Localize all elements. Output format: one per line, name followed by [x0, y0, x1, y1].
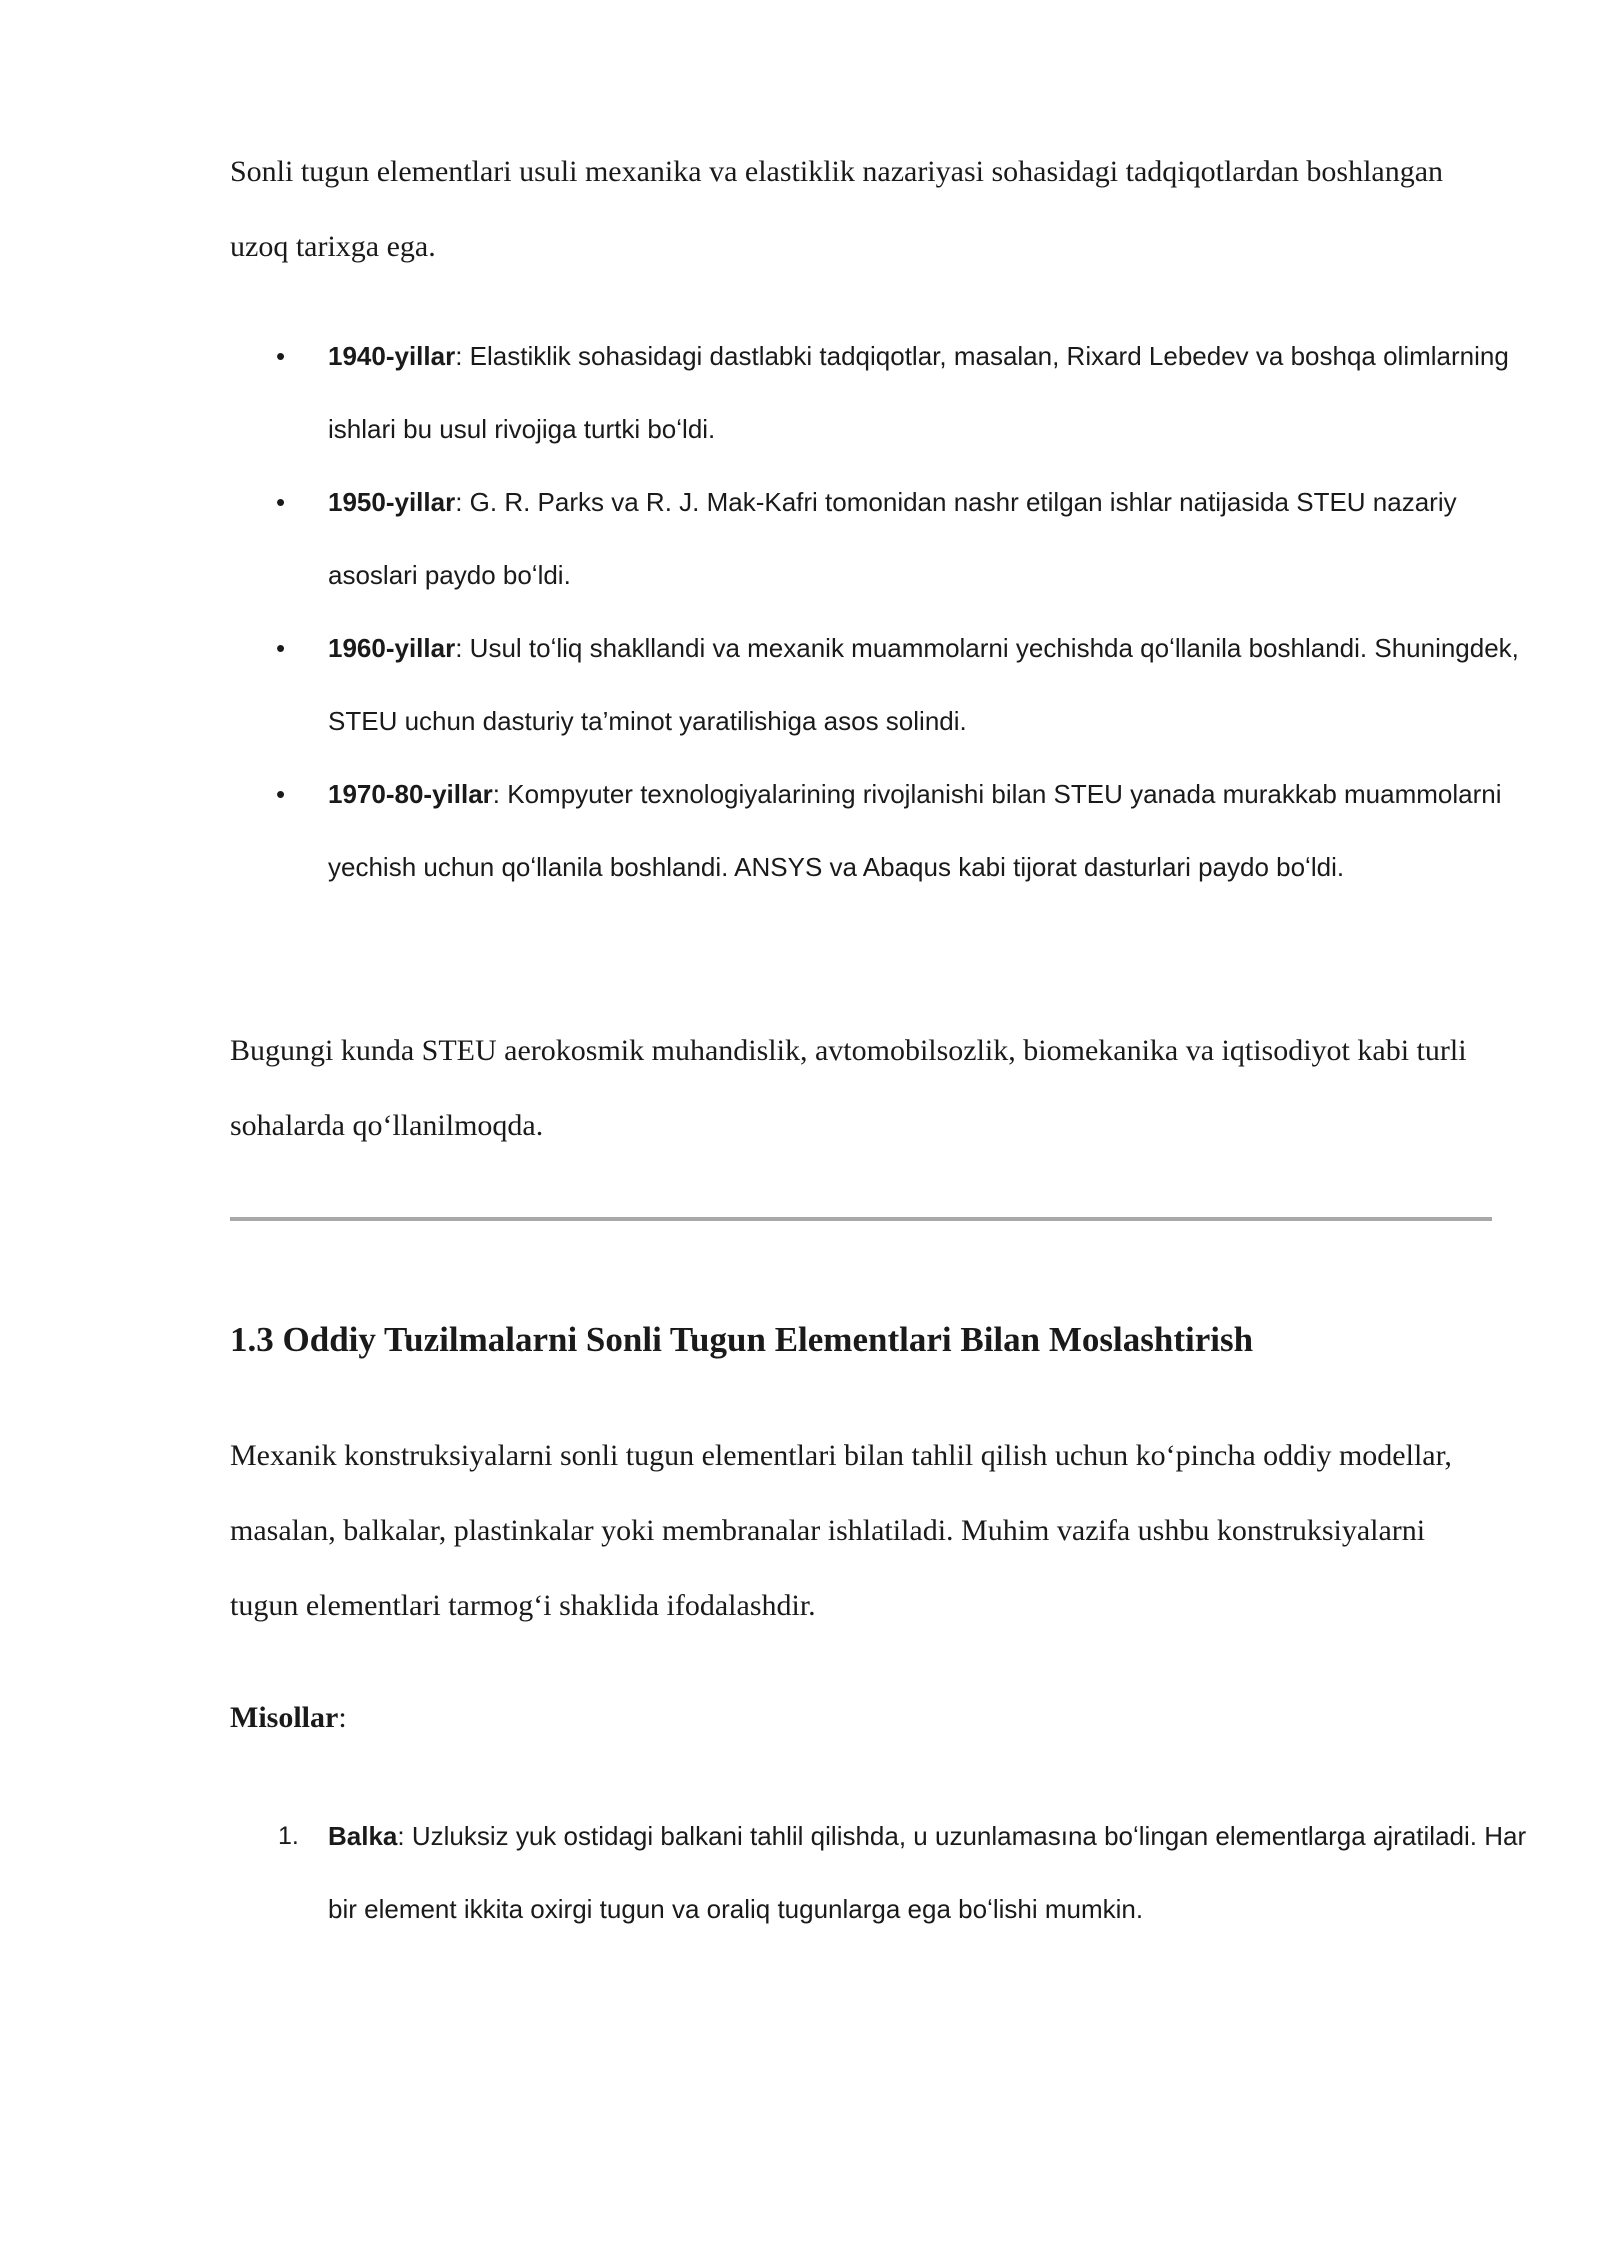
bullet-icon: •	[276, 779, 286, 809]
list-item-text: : Usul toʻliq shakllandi va mexanik muammolarni yechishda qoʻllanila boshlandi. Shuningdek, STEU uchun dasturiy ta’minot yaratilishiga asos solindi.	[328, 633, 1519, 736]
list-item	[230, 758, 1530, 904]
intro-paragraph: Sonli tugun elementlari usuli mexanika va elastiklik nazariyasi sohasidagi tadqiqotlardan boshlangan uzoq tarixga ega.	[230, 155, 1444, 263]
list-item-text: : G. R. Parks va R. J. Mak-Kafri tomonidan nashr etilgan ishlar natijasida STEU nazariy asoslari paydo boʻldi.	[328, 487, 1457, 590]
list-item	[230, 612, 1530, 758]
examples-label-colon: :	[338, 1701, 347, 1734]
bullet-icon: •	[276, 341, 286, 371]
section-paragraph: Mexanik konstruksiyalarni sonli tugun elementlari bilan tahlil qilish uchun koʻpincha oddiy modellar, masalan, balkalar, plastinkalar yoki membranalar ishlatiladi. Muhim vazifa ushbu konstruksiyalarni tugun elementlari tarmogʻi shaklida ifodalashdir.	[230, 1439, 1452, 1622]
list-item	[230, 466, 1530, 612]
list-item-term: 1970-80-yillar	[328, 779, 493, 809]
timeline-list	[230, 320, 1530, 904]
examples-list	[230, 1800, 1530, 1946]
list-item-text: : Kompyuter texnologiyalarining rivojlanishi bilan STEU yanada murakkab muammolarni yechish uchun qoʻllanila boshlandi. ANSYS va Abaqus kabi tijorat dasturlari paydo boʻldi.	[328, 779, 1502, 882]
list-item-text: : Elastiklik sohasidagi dastlabki tadqiqotlar, masalan, Rixard Lebedev va boshqa olimlarning ishlari bu usul rivojiga turtki boʻldi.	[328, 341, 1509, 444]
examples-label-text: Misollar	[230, 1701, 339, 1734]
list-item	[230, 320, 1530, 466]
list-item-term: 1960-yillar	[328, 633, 456, 663]
bullet-icon: •	[276, 633, 286, 663]
today-paragraph: Bugungi kunda STEU aerokosmik muhandislik, avtomobilsozlik, biomekanika va iqtisodiyot kabi turli sohalarda qoʻllanilmoqda.	[230, 1034, 1467, 1142]
list-item-term: 1940-yillar	[328, 341, 456, 371]
bullet-icon: •	[276, 487, 286, 517]
list-item-term: 1950-yillar	[328, 487, 456, 517]
list-item	[230, 1800, 1530, 1946]
list-item-text: : Uzluksiz yuk ostidagi balkani tahlil qilishda, u uzunlamasına boʻlingan elementlarga ajratiladi. Har bir element ikkita oxirgi tugun va oraliq tugunlarga ega boʻlishi mumkin.	[328, 1821, 1527, 1924]
list-number: 1.	[278, 1822, 299, 1850]
section-heading: 1.3 Oddiy Tuzilmalarni Sonli Tugun Elementlari Bilan Moslashtirish	[230, 1320, 1254, 1359]
examples-label	[230, 1688, 347, 1748]
list-item-term: Balka	[328, 1821, 398, 1851]
horizontal-divider	[230, 1217, 1492, 1221]
